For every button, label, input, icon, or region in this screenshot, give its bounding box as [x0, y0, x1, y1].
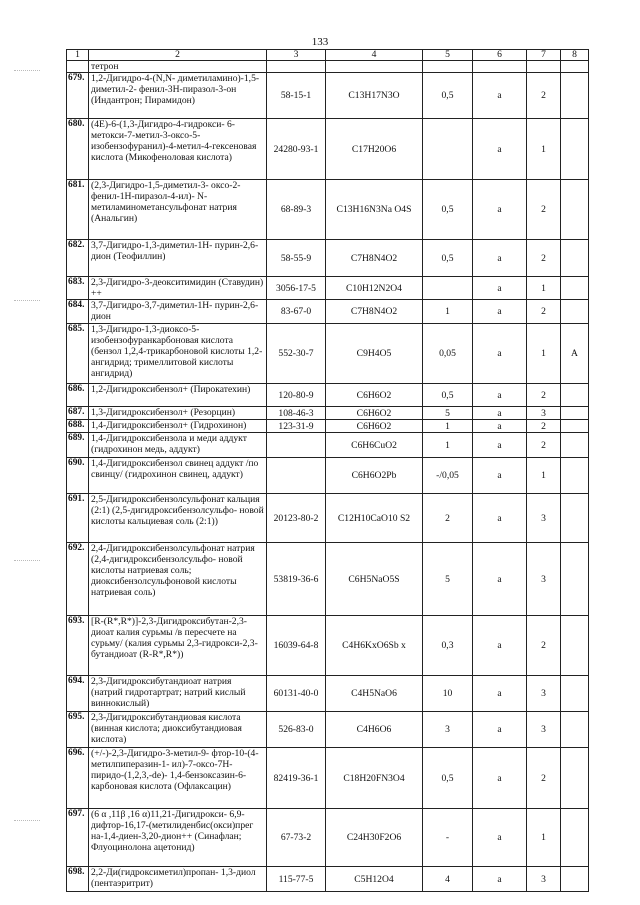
hazard-class: 3 [527, 676, 561, 712]
hazard-class: 2 [527, 180, 561, 240]
cas-number: 83-67-0 [267, 300, 326, 324]
note [561, 73, 589, 119]
limit-value: 0,5 [423, 73, 473, 119]
cas-number: 24280-93-1 [267, 119, 326, 180]
formula: C9H4O5 [326, 324, 423, 384]
note [561, 300, 589, 324]
hazard-class: 2 [527, 748, 561, 809]
limit-value: 0,5 [423, 240, 473, 277]
formula: C18H20FN3O4 [326, 748, 423, 809]
aggregate-state: а [473, 384, 527, 407]
row-number: 691. [67, 494, 89, 543]
limit-value: 1 [423, 433, 473, 458]
row-number: 690. [67, 458, 89, 494]
hazard-class: 1 [527, 119, 561, 180]
row-number: 692. [67, 543, 89, 616]
note [561, 180, 589, 240]
hazard-class: 3 [527, 543, 561, 616]
table-row [67, 748, 589, 809]
cas-number: 68-89-3 [267, 180, 326, 240]
cas-number: 123-31-9 [267, 420, 326, 433]
cas-number: 82419-36-1 [267, 748, 326, 809]
cas-number [267, 433, 326, 458]
table-row [67, 809, 589, 867]
table-row [67, 543, 589, 616]
formula: C6H5NaO5S [326, 543, 423, 616]
cas-number: 16039-64-8 [267, 616, 326, 676]
note [561, 420, 589, 433]
formula: C7H8N4O2 [326, 300, 423, 324]
substance-name: 2,3-Дигидроксибутандиовая кислота (винная кислота; диоксибутандиовая кислота) [89, 712, 267, 748]
formula: C13H16N3Na O4S [326, 180, 423, 240]
hazard-class: 1 [527, 458, 561, 494]
limit-value: 0,5 [423, 748, 473, 809]
limit-value: 4 [423, 867, 473, 892]
substance-name: (6 α ,11β ,16 α)11,21-Дигидрокси- 6,9-дифтор-16,17-(метилиденбис(окси)прег на-1,4-диен-3,20-дион++ (Синафлан; Флуоцинолона ацетонид) [89, 809, 267, 867]
column-number: 6 [473, 50, 527, 61]
substance-name: 2,3-Дигидроксибутандиоат натрия (натрий гидротартрат; натрий кислый виннокислый) [89, 676, 267, 712]
formula: C6H6CuO2 [326, 433, 423, 458]
aggregate-state: а [473, 543, 527, 616]
formula: C17H20O6 [326, 119, 423, 180]
cas-number: 108-46-3 [267, 407, 326, 420]
substance-name: 1,3-Дигидроксибензол+ (Резорцин) [89, 407, 267, 420]
substance-name: 2,5-Дигидроксибензолсульфонат кальция (2:1) (2,5-дигидроксибензолсульфо- новой кислоты кальциевая соль (2:1)) [89, 494, 267, 543]
limit-value: 10 [423, 676, 473, 712]
row-number: 684. [67, 300, 89, 324]
hazard-class: 3 [527, 712, 561, 748]
continuation-text: тетрон [89, 61, 267, 73]
note [561, 240, 589, 277]
substance-name: 3,7-Дигидро-1,3-диметил-1Н- пурин-2,6-дион (Теофиллин) [89, 240, 267, 277]
formula: C6H6O2 [326, 420, 423, 433]
aggregate-state: а [473, 616, 527, 676]
row-number: 681. [67, 180, 89, 240]
table-row [67, 616, 589, 676]
limit-value: 5 [423, 543, 473, 616]
limit-value: 0,05 [423, 324, 473, 384]
limit-value: 2 [423, 494, 473, 543]
row-number: 687. [67, 407, 89, 420]
aggregate-state: а [473, 676, 527, 712]
note [561, 748, 589, 809]
formula: C4H6KxO6Sb x [326, 616, 423, 676]
column-number: 1 [67, 50, 89, 61]
cas-number: 58-15-1 [267, 73, 326, 119]
substance-name: (4Е)-6-(1,3-Дигидро-4-гидрокси- 6-метокси-7-метил-3-оксо-5-изобензофуранил)-4-метил-4-гексеновая кислота (Микофеноловая кислота) [89, 119, 267, 180]
row-number: 693. [67, 616, 89, 676]
column-number: 2 [89, 50, 267, 61]
substance-name: (2,3-Дигидро-1,5-диметил-3- оксо-2-фенил-1Н-пиразол-4-ил)- N-метиламинометансульфонат натрия (Анальгин) [89, 180, 267, 240]
row-number: 686. [67, 384, 89, 407]
aggregate-state: а [473, 73, 527, 119]
table-row [67, 180, 589, 240]
note: А [561, 324, 589, 384]
limit-value: 5 [423, 407, 473, 420]
table-row [67, 458, 589, 494]
hazard-class: 2 [527, 433, 561, 458]
aggregate-state: а [473, 494, 527, 543]
cas-number: 120-80-9 [267, 384, 326, 407]
aggregate-state: а [473, 809, 527, 867]
formula: C6H6O2 [326, 384, 423, 407]
row-number: 685. [67, 324, 89, 384]
hazard-class: 2 [527, 300, 561, 324]
aggregate-state: а [473, 867, 527, 892]
substance-table [66, 49, 589, 892]
formula: C6H6O2Pb [326, 458, 423, 494]
note [561, 867, 589, 892]
note [561, 676, 589, 712]
hazard-class: 2 [527, 73, 561, 119]
substance-name: (+/-)-2,3-Дигидро-3-метил-9- фтор-10-(4-метилпиперазин-1- ил)-7-оксо-7Н-пиридо-(1,2,3,-de)- 1,4-бензоксазин-6-карбоновая кислота (Офлаксацин) [89, 748, 267, 809]
note [561, 384, 589, 407]
table-row [67, 420, 589, 433]
note [561, 407, 589, 420]
limit-value: 0,5 [423, 180, 473, 240]
note [561, 543, 589, 616]
hazard-class: 1 [527, 809, 561, 867]
formula: C10H12N2O4 [326, 277, 423, 300]
formula: C13H17N3O [326, 73, 423, 119]
cas-number: 60131-40-0 [267, 676, 326, 712]
aggregate-state: а [473, 458, 527, 494]
aggregate-state: а [473, 712, 527, 748]
note [561, 809, 589, 867]
hazard-class: 3 [527, 494, 561, 543]
formula: C6H6O2 [326, 407, 423, 420]
aggregate-state: а [473, 277, 527, 300]
formula: C4H6O6 [326, 712, 423, 748]
table-row [67, 433, 589, 458]
cas-number: 115-77-5 [267, 867, 326, 892]
aggregate-state: а [473, 407, 527, 420]
table-row [67, 300, 589, 324]
row-number: 696. [67, 748, 89, 809]
aggregate-state: а [473, 119, 527, 180]
limit-value: 3 [423, 712, 473, 748]
cas-number: 53819-36-6 [267, 543, 326, 616]
aggregate-state: а [473, 433, 527, 458]
substance-name: 2,4-Дигидроксибензолсульфонат натрия (2,4-дигидроксибензолсульфо- новой кислоты натриевая соль; диоксибензолсульфоновой кислоты натриевая соль) [89, 543, 267, 616]
aggregate-state: а [473, 180, 527, 240]
cas-number: 20123-80-2 [267, 494, 326, 543]
substance-name: 1,4-Дигидроксибензола и меди аддукт (гидрохинон медь, аддукт) [89, 433, 267, 458]
column-number: 4 [326, 50, 423, 61]
substance-name: 1,4-Дигидроксибензол+ (Гидрохинон) [89, 420, 267, 433]
limit-value [423, 119, 473, 180]
formula: C12H10CaO10 S2 [326, 494, 423, 543]
hazard-class: 2 [527, 616, 561, 676]
note [561, 433, 589, 458]
substance-name: 2,3-Дигидро-3-деокситимидин (Ставудин) ++ [89, 277, 267, 300]
cas-number: 58-55-9 [267, 240, 326, 277]
cas-number [267, 458, 326, 494]
table-row [67, 324, 589, 384]
hazard-class: 2 [527, 384, 561, 407]
limit-value: 1 [423, 300, 473, 324]
formula: C7H8N4O2 [326, 240, 423, 277]
note [561, 277, 589, 300]
row-number: 688. [67, 420, 89, 433]
limit-value: - [423, 809, 473, 867]
limit-value [423, 277, 473, 300]
table-row [67, 73, 589, 119]
hazard-class: 2 [527, 240, 561, 277]
limit-value: -/0,05 [423, 458, 473, 494]
substance-name: 3,7-Дигидро-3,7-диметил-1Н- пурин-2,6-дион [89, 300, 267, 324]
substance-name: 1,4-Дигидроксибензол свинец аддукт /по свинцу/ (гидрохинон свинец, аддукт) [89, 458, 267, 494]
aggregate-state: а [473, 300, 527, 324]
row-number: 680. [67, 119, 89, 180]
table-row [67, 119, 589, 180]
note [561, 119, 589, 180]
row-number: 694. [67, 676, 89, 712]
cas-number: 552-30-7 [267, 324, 326, 384]
substance-name: 2,2-Ди(гидроксиметил)пропан- 1,3-диол (пентаэритрит) [89, 867, 267, 892]
hazard-class: 1 [527, 324, 561, 384]
note [561, 494, 589, 543]
aggregate-state: а [473, 324, 527, 384]
row-number: 682. [67, 240, 89, 277]
substance-name: 1,3-Дигидро-1,3-диоксо-5-изобензофуранкарбоновая кислота (бензол 1,2,4-трикарбоновой кислоты 1,2-ангидрид; тримеллитовой кислоты ангидрид) [89, 324, 267, 384]
note [561, 712, 589, 748]
substance-name: 1,2-Дигидро-4-(N,N- диметиламино)-1,5-диметил-2- фенил-3Н-пиразол-3-он (Индантрон; Пирамидон) [89, 73, 267, 119]
note [561, 616, 589, 676]
limit-value: 0,3 [423, 616, 473, 676]
cas-number: 67-73-2 [267, 809, 326, 867]
table-row [67, 867, 589, 892]
continuation-row [67, 61, 589, 73]
row-number: 698. [67, 867, 89, 892]
column-number-row [67, 50, 589, 61]
row-number: 697. [67, 809, 89, 867]
column-number: 7 [527, 50, 561, 61]
hazard-class: 2 [527, 420, 561, 433]
note [561, 458, 589, 494]
table-row [67, 676, 589, 712]
row-number: 683. [67, 277, 89, 300]
hazard-class: 3 [527, 867, 561, 892]
limit-value: 1 [423, 420, 473, 433]
table-row [67, 384, 589, 407]
cas-number: 3056-17-5 [267, 277, 326, 300]
table-row [67, 494, 589, 543]
aggregate-state: а [473, 240, 527, 277]
column-number: 3 [267, 50, 326, 61]
substance-name: 1,2-Дигидроксибензол+ (Пирокатехин) [89, 384, 267, 407]
formula: C5H12O4 [326, 867, 423, 892]
hazard-class: 1 [527, 277, 561, 300]
cas-number: 526-83-0 [267, 712, 326, 748]
row-number: 679. [67, 73, 89, 119]
column-number: 8 [561, 50, 589, 61]
limit-value: 0,5 [423, 384, 473, 407]
row-number: 689. [67, 433, 89, 458]
formula: C4H5NaO6 [326, 676, 423, 712]
table-row [67, 240, 589, 277]
row-number: 695. [67, 712, 89, 748]
column-number: 5 [423, 50, 473, 61]
hazard-class: 3 [527, 407, 561, 420]
formula: C24H30F2O6 [326, 809, 423, 867]
aggregate-state: а [473, 420, 527, 433]
page-number: 133 [311, 36, 329, 48]
substance-name: [R-(R*,R*)]-2,3-Дигидроксибутан-2,3-диоат калия сурьмы /в пересчете на сурьму/ (калия сурьмы 2,3-гидрокси-2,3-бутандиоат (R-R*,R*)) [89, 616, 267, 676]
table-row [67, 712, 589, 748]
table-row [67, 277, 589, 300]
table-row [67, 407, 589, 420]
aggregate-state: а [473, 748, 527, 809]
